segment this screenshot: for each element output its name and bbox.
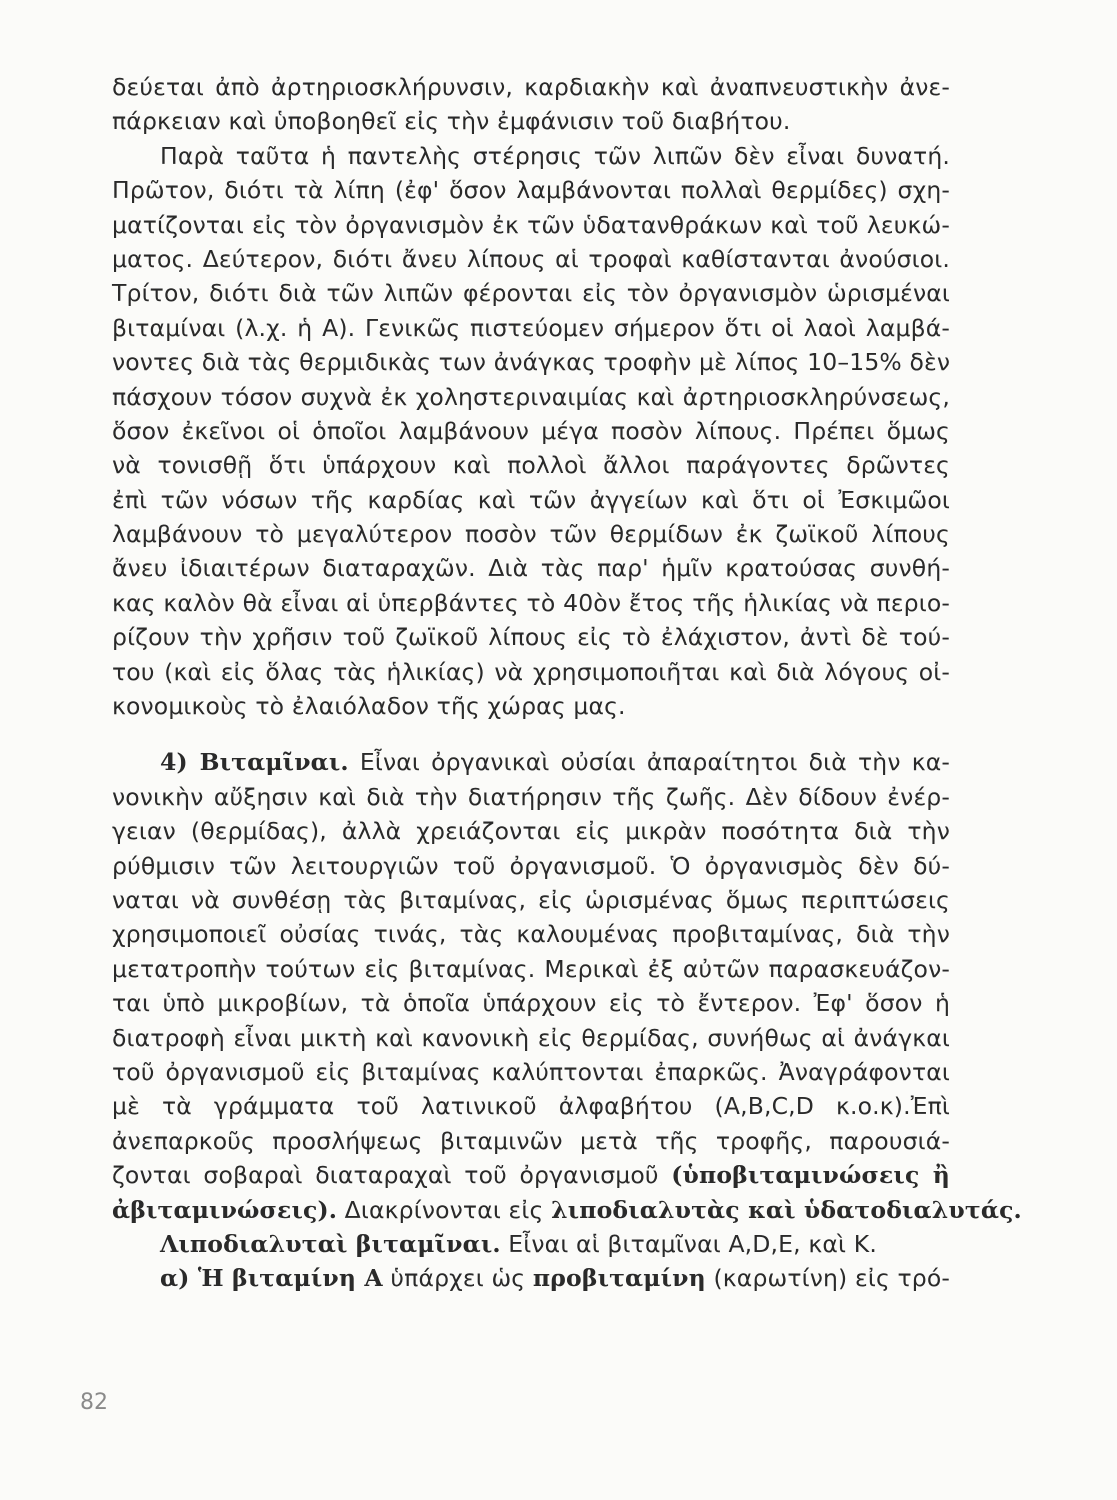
- paragraph-gap: [112, 723, 950, 745]
- text-line: [112, 1158, 950, 1192]
- paragraph-fats: [112, 70, 950, 723]
- section-heading-fat-soluble: Λιποδιαλυταὶ βιταμῖναι.: [160, 1229, 501, 1258]
- text-line: ὅσον ἐκεῖνοι οἱ ὁποῖοι λαμβάνουν μέγα ποσὸν λίπους. Πρέπει ὅμως: [112, 416, 950, 445]
- text-line: του (καὶ εἰς ὅλας τὰς ἡλικίας) νὰ χρησιμοποιῆται καὶ διὰ λόγους οἰ-: [112, 657, 950, 686]
- text-line: ματος. Δεύτερον, διότι ἄνευ λίπους αἱ τροφαὶ καθίστανται ἀνούσιοι.: [112, 244, 950, 273]
- text-line: Πρῶτον, διότι τὰ λίπη (ἐφ' ὅσον λαμβάνονται πολλαὶ θερμίδες) σχη-: [112, 176, 950, 205]
- paragraph-vitamins: [112, 745, 1022, 1295]
- text-run: Διακρίνονται εἰς: [337, 1195, 552, 1224]
- text-line: νοντες διὰ τὰς θερμιδικὰς των ἀνάγκας τροφὴν μὲ λίπος 10–15% δὲν: [112, 348, 951, 377]
- text-line: μὲ τὰ γράμματα τοῦ λατινικοῦ ἀλφαβήτου (A,B,C,D κ.ο.κ).Ἐπὶ: [112, 1092, 950, 1121]
- text-line: κας καλὸν θὰ εἶναι αἱ ὑπερβάντες τὸ 40ὸν ἔτος τῆς ἡλικίας νὰ περιο-: [112, 588, 950, 617]
- text-line: [112, 1227, 950, 1261]
- term-soluble-classes: λιποδιαλυτὰς καὶ ὑδατοδιαλυτάς.: [551, 1195, 1022, 1224]
- page-number: 82: [80, 1390, 108, 1415]
- text-line: ἐπὶ τῶν νόσων τῆς καρδίας καὶ τῶν ἀγγείων καὶ ὅτι οἱ Ἐσκιμῶοι: [112, 485, 950, 514]
- section-heading-vitamins: 4) Βιταμῖναι.: [160, 748, 349, 777]
- text-line: τοῦ ὀργανισμοῦ εἰς βιταμίνας καλύπτονται ἐπαρκῶς. Ἀναγράφονται: [112, 1057, 950, 1086]
- text-run: ὑπάρχει ὡς: [382, 1264, 533, 1293]
- text-line: πάσχουν τόσον συχνὰ ἐκ χοληστεριναιμίας καὶ ἀρτηριοσκληρύνσεως,: [112, 382, 950, 411]
- text-line: βιταμίναι (λ.χ. ἡ Α). Γενικῶς πιστεύομεν σήμερον ὅτι οἱ λαοὶ λαμβά-: [112, 313, 950, 342]
- text-line: ται ὑπὸ μικροβίων, τὰ ὁποῖα ὑπάρχουν εἰς τὸ ἔντερον. Ἐφ' ὅσον ἡ: [112, 989, 950, 1018]
- text-line: δεύεται ἀπὸ ἀρτηριοσκλήρυνσιν, καρδιακὴν καὶ ἀναπνευστικὴν ἀνε-: [112, 73, 950, 101]
- text-run: Εἶναι ὀργανικαὶ οὐσίαι ἀπαραίτητοι διὰ τὴν κα-: [359, 748, 950, 777]
- text-line: ναται νὰ συνθέσῃ τὰς βιταμίνας, εἰς ὡρισμένας ὅμως περιπτώσεις: [112, 885, 950, 914]
- text-line: ρίζουν τὴν χρῆσιν τοῦ ζωϊκοῦ λίπους εἰς τὸ ἐλάχιστον, ἀντὶ δὲ τού-: [112, 623, 950, 652]
- text-line: νὰ τονισθῇ ὅτι ὑπάρχουν καὶ πολλοὶ ἄλλοι παράγοντες δρῶντες: [112, 451, 950, 480]
- text-line: ἄνευ ἰδιαιτέρων διαταραχῶν. Διὰ τὰς παρ' ἡμῖν κρατούσας συνθή-: [112, 554, 950, 583]
- text-line: ματίζονται εἰς τὸν ὀργανισμὸν ἐκ τῶν ὑδατανθράκων καὶ τοῦ λευκώ-: [112, 210, 950, 239]
- term-hypovitaminosis: (ὑποβιταμινώσεις ἢ: [671, 1161, 950, 1190]
- text-run: Εἶναι αἱ βιταμῖναι A,D,E, καὶ K.: [500, 1229, 877, 1258]
- text-body: [112, 70, 1022, 1296]
- text-line: [112, 745, 950, 779]
- text-line: πάρκειαν καὶ ὑποβοηθεῖ εἰς τὴν ἐμφάνισιν τοῦ διαβήτου.: [112, 107, 791, 136]
- term-avitaminosis: ἀβιταμινώσεις).: [112, 1195, 338, 1224]
- text-line: γειαν (θερμίδας), ἀλλὰ χρειάζονται εἰς μικρὰν ποσότητα διὰ τὴν: [112, 817, 950, 846]
- text-line: [112, 1261, 950, 1295]
- term-provitamin: προβιταμίνη: [532, 1264, 706, 1293]
- text-line: κονομικοὺς τὸ ἐλαιόλαδον τῆς χώρας μας.: [112, 692, 626, 721]
- text-line: ἀνεπαρκοῦς προσλήψεως βιταμινῶν μετὰ τῆς τροφῆς, παρουσιά-: [112, 1126, 950, 1155]
- text-run: (καρωτίνη) εἰς τρό-: [705, 1264, 951, 1293]
- text-line: χρησιμοποιεῖ οὐσίας τινάς, τὰς καλουμένας προβιταμίνας, διὰ τὴν: [112, 920, 950, 949]
- text-line: Παρὰ ταῦτα ἡ παντελὴς στέρησις τῶν λιπῶν δὲν εἶναι δυνατή.: [160, 141, 950, 170]
- text-line: Τρίτον, διότι διὰ τῶν λιπῶν φέρονται εἰς τὸν ὀργανισμὸν ὡρισμέναι: [112, 279, 950, 308]
- text-line: νονικὴν αὔξησιν καὶ διὰ τὴν διατήρησιν τῆς ζωῆς. Δὲν δίδουν ἐνέρ-: [112, 782, 950, 811]
- text-line: διατροφὴ εἶναι μικτὴ καὶ κανονικὴ εἰς θερμίδας, συνήθως αἱ ἀνάγκαι: [112, 1023, 950, 1052]
- text-line: μετατροπὴν τούτων εἰς βιταμίνας. Μερικαὶ ἐξ αὐτῶν παρασκευάζον-: [112, 954, 950, 983]
- section-heading-vitamin-a: α) Ἡ βιταμίνη Α: [160, 1264, 383, 1293]
- text-line: ρύθμισιν τῶν λειτουργιῶν τοῦ ὀργανισμοῦ. Ὁ ὀργανισμὸς δὲν δύ-: [112, 851, 950, 880]
- text-run: ζονται σοβαραὶ διαταραχαὶ τοῦ ὀργανισμοῦ: [112, 1161, 672, 1190]
- text-line: [112, 1193, 1022, 1227]
- text-line: λαμβάνουν τὸ μεγαλύτερον ποσὸν τῶν θερμίδων ἐκ ζωϊκοῦ λίπους: [112, 520, 950, 549]
